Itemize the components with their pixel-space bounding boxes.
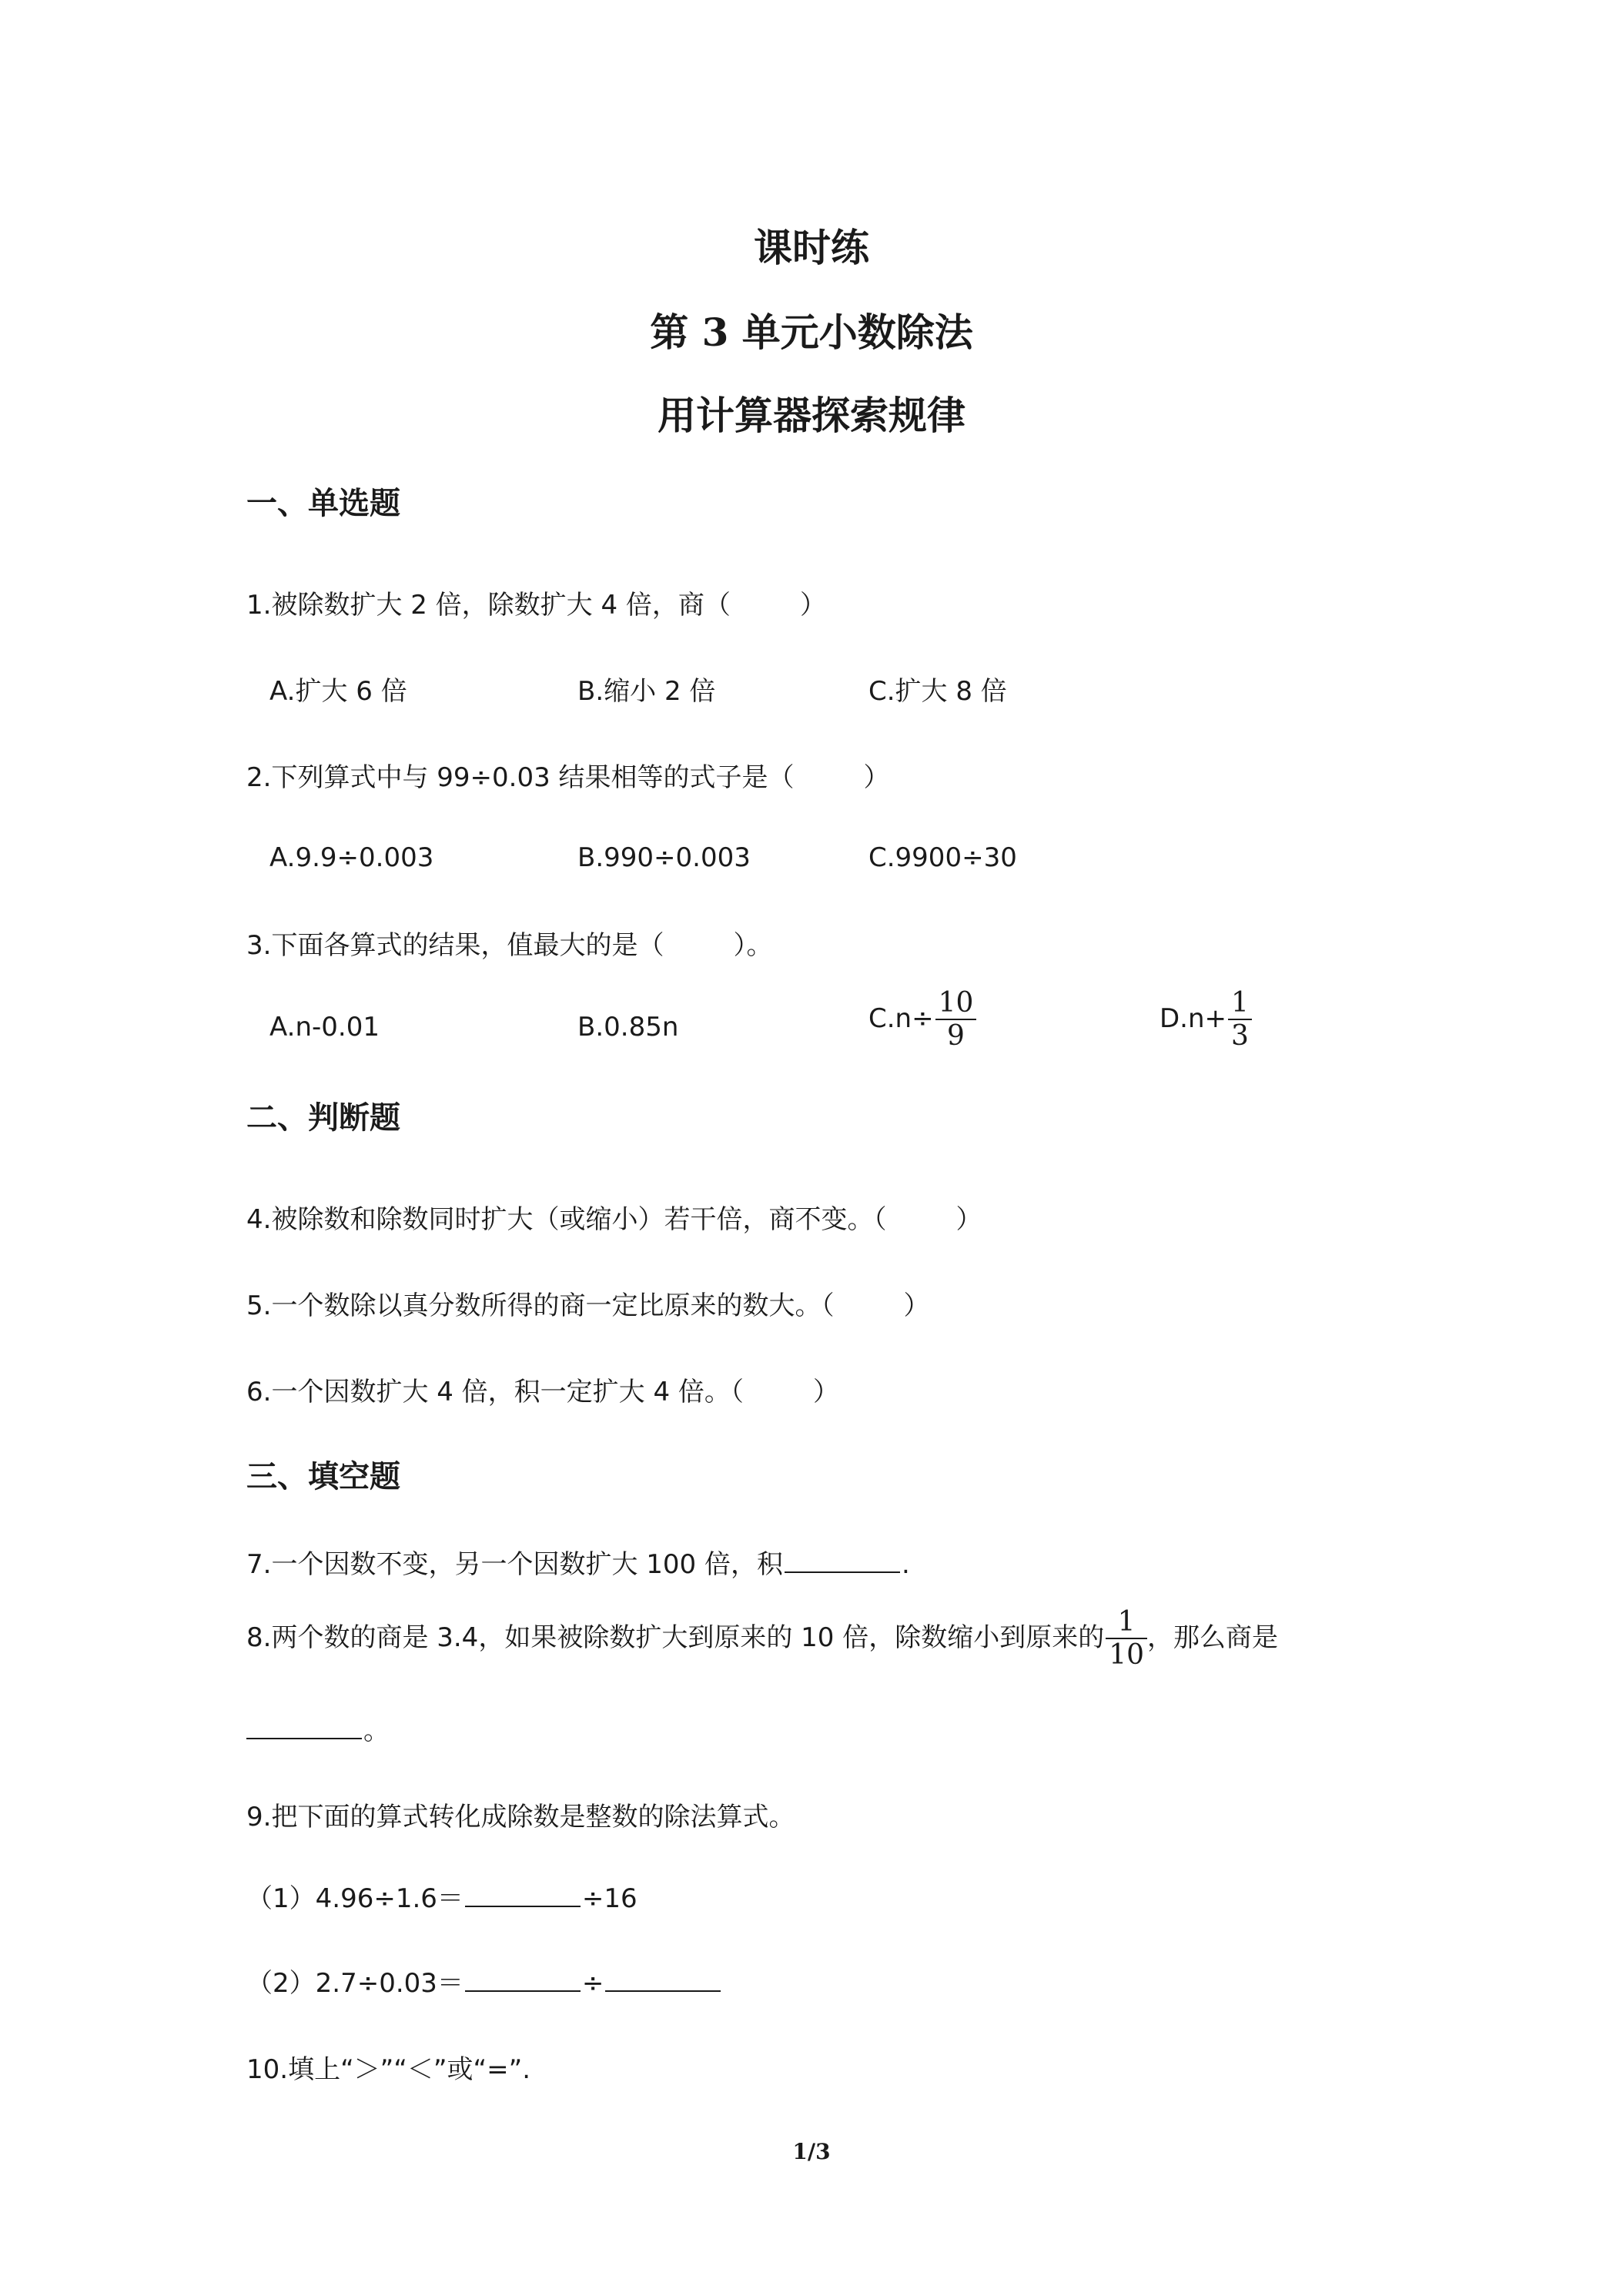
paren-close: ）: [955, 1204, 982, 1235]
q2-option-c: C.9900÷30: [868, 842, 1017, 873]
question-tail: ，那么商是: [1147, 1622, 1279, 1653]
fraction: [1106, 1606, 1147, 1672]
answer-blank: [465, 1883, 581, 1907]
question-9: 9.把下面的算式转化成除数是整数的除法算式。: [246, 1802, 795, 1832]
answer-blank: [785, 1548, 900, 1573]
paren-close: ）。: [733, 930, 773, 961]
question-text: 5.一个数除以真分数所得的商一定比原来的数大。（: [246, 1290, 835, 1321]
section-heading-single-choice: 一、单选题: [246, 486, 400, 521]
lesson-title: 用计算器探索规律: [658, 393, 965, 438]
question-9-part-1: [246, 1877, 637, 1915]
paren-close: ）: [799, 590, 826, 621]
answer-blank: [246, 1715, 362, 1739]
section-heading-true-false: 二、判断题: [246, 1100, 400, 1136]
part-tail: ÷16: [581, 1883, 637, 1914]
question-text: 6.一个因数扩大 4 倍，积一定扩大 4 倍。（: [246, 1377, 744, 1407]
question-10: 10.填上“＞”“＜”或“=”.: [246, 2054, 531, 2085]
question-text: 8.两个数的商是 3.4，如果被除数扩大到原来的 10 倍，除数缩小到原来的: [246, 1622, 1105, 1653]
part-mid: ÷: [581, 1968, 604, 1999]
doc-title: 课时练: [754, 225, 869, 270]
q3-option-b: B.0.85n: [577, 1012, 679, 1043]
question-text: 4.被除数和除数同时扩大（或缩小）若干倍，商不变。（: [246, 1204, 887, 1235]
question-end: .: [901, 1549, 910, 1580]
question-end: 。: [363, 1715, 390, 1746]
question-5: [246, 1284, 929, 1322]
option-prefix: C.n÷: [868, 1002, 934, 1034]
fraction-numerator: 10: [935, 987, 977, 1020]
question-7: [246, 1543, 910, 1581]
q1-option-b: B.缩小 2 倍: [577, 676, 716, 707]
question-4: [246, 1198, 982, 1236]
page-number: 1/3: [792, 2139, 831, 2164]
paren-close: ）: [863, 762, 890, 793]
fraction-denominator: 10: [1109, 1639, 1145, 1672]
q3-option-d: [1160, 987, 1252, 1053]
fraction: [935, 987, 977, 1053]
question-9-part-2: [246, 1962, 722, 2000]
fraction: [1228, 987, 1252, 1053]
q2-option-a: A.9.9÷0.003: [269, 842, 434, 873]
fraction-numerator: 1: [1228, 987, 1252, 1020]
q1-option-a: A.扩大 6 倍: [269, 676, 407, 707]
answer-blank: [605, 1967, 721, 1992]
question-3: [246, 924, 772, 962]
fraction-denominator: 3: [1231, 1020, 1249, 1053]
question-2: [246, 756, 890, 794]
q3-option-c: [868, 987, 976, 1053]
unit-title: 第 3 单元小数除法: [650, 310, 973, 355]
question-text: 7.一个因数不变，另一个因数扩大 100 倍，积: [246, 1549, 783, 1580]
question-8: [246, 1606, 1278, 1672]
paren-close: ）: [812, 1377, 839, 1407]
answer-blank: [465, 1967, 581, 1992]
fraction-numerator: 1: [1106, 1606, 1147, 1639]
q1-option-c: C.扩大 8 倍: [868, 676, 1007, 707]
fraction-denominator: 9: [947, 1020, 965, 1053]
question-text: 2.下列算式中与 99÷0.03 结果相等的式子是（: [246, 762, 795, 793]
q3-option-a: A.n-0.01: [269, 1012, 380, 1043]
part-lead: （2）2.7÷0.03＝: [246, 1968, 463, 1999]
paren-close: ）: [903, 1290, 930, 1321]
section-heading-fill-blank: 三、填空题: [246, 1459, 400, 1494]
question-1: [246, 584, 826, 621]
question-6: [246, 1371, 839, 1408]
question-text: 3.下面各算式的结果，值最大的是（: [246, 930, 664, 961]
part-lead: （1）4.96÷1.6＝: [246, 1883, 463, 1914]
option-prefix: D.n+: [1160, 1002, 1227, 1034]
question-8-answer-line: [246, 1709, 390, 1747]
question-text: 1.被除数扩大 2 倍，除数扩大 4 倍，商（: [246, 590, 731, 621]
q2-option-b: B.990÷0.003: [577, 842, 751, 873]
